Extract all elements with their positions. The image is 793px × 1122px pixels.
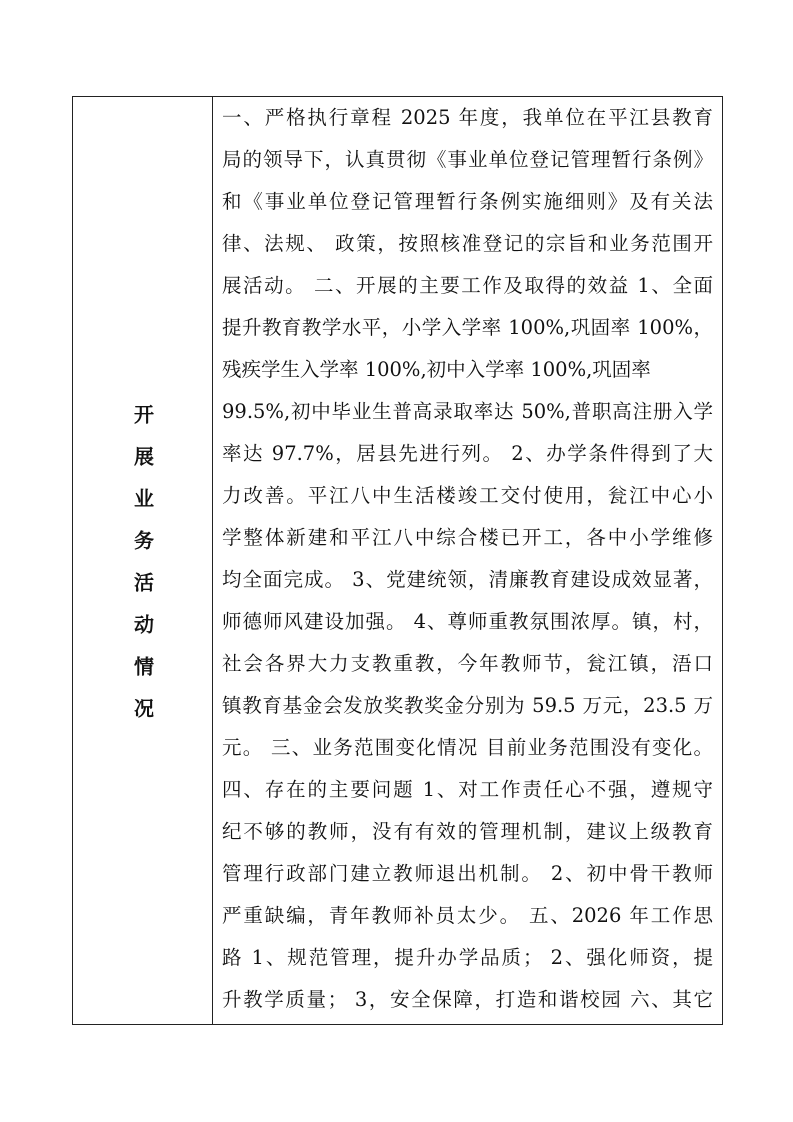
content-line: 镇教育基金会发放奖教奖金分别为 59.5 万元，23.5 万 (222, 694, 713, 717)
content-line: 一、严格执行章程 2025 年度，我单位在平江县教育 (222, 106, 713, 129)
content-line: 社会各界大力支教重教，今年教师节，瓮江镇，浯口 (222, 652, 713, 675)
content-line: 和《事业单位登记管理暂行条例实施细则》及有关法 (222, 190, 713, 213)
content-line: 局的领导下，认真贯彻《事业单位登记管理暂行条例》 (222, 148, 713, 171)
content-line: 率达 97.7%，居县先进行列。 2、办学条件得到了大 (222, 442, 713, 465)
content-line: 路 1、规范管理，提升办学品质； 2、强化师资，提 (222, 946, 713, 969)
content-line: 99.5%,初中毕业生普高录取率达 50%,普职高注册入学 (222, 400, 713, 423)
content-line: 律、法规、 政策，按照核准登记的宗旨和业务范围开 (222, 232, 713, 255)
content-line: 展活动。 二、开展的主要工作及取得的效益 1、全面 (222, 274, 713, 297)
content-line: 元。 三、业务范围变化情况 目前业务范围没有变化。 (222, 736, 713, 759)
content-line: 均全面完成。 3、党建统领，清廉教育建设成效显著， (222, 568, 713, 591)
section-label-cell (73, 97, 213, 1024)
content-line: 管理行政部门建立教师退出机制。 2、初中骨干教师 (222, 862, 713, 885)
content-line: 力改善。平江八中生活楼竣工交付使用，瓮江中心小 (222, 484, 713, 507)
content-line: 升教学质量； 3，安全保障，打造和谐校园 六、其它 (222, 988, 713, 1011)
section-label: 开展业务活动情况 (130, 403, 155, 740)
activity-report-table (72, 96, 723, 1025)
section-content-cell (213, 97, 722, 1024)
content-line: 残疾学生入学率 100%,初中入学率 100%,巩固率 (222, 358, 651, 381)
content-line: 学整体新建和平江八中综合楼已开工，各中小学维修 (222, 526, 713, 549)
content-line: 纪不够的教师，没有有效的管理机制，建议上级教育 (222, 820, 713, 843)
content-line: 严重缺编，青年教师补员太少。 五、2026 年工作思 (222, 904, 713, 927)
content-line: 提升教育教学水平，小学入学率 100%,巩固率 100%， (222, 316, 713, 339)
content-line: 四、存在的主要问题 1、对工作责任心不强，遵规守 (222, 778, 713, 801)
content-line: 师德师风建设加强。 4、尊师重教氛围浓厚。镇，村， (222, 610, 713, 633)
